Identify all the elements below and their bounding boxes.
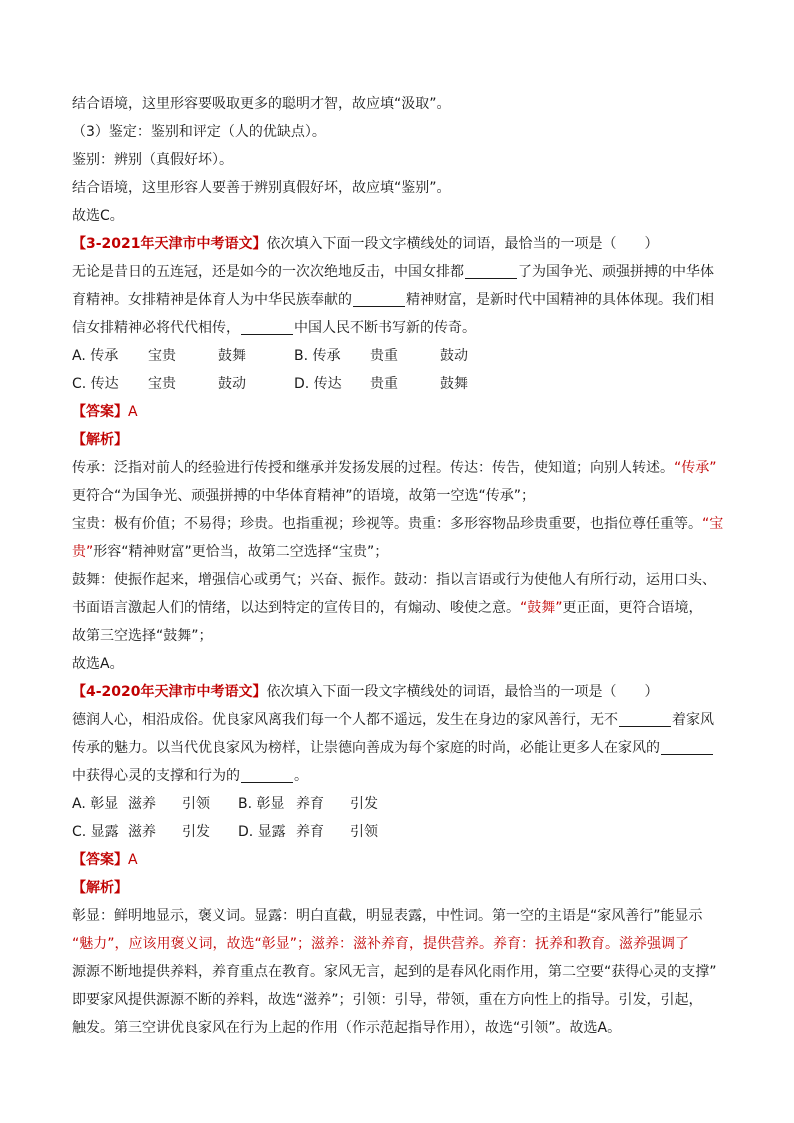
option-d: D. 传达 贵重 鼓舞: [294, 376, 468, 392]
passage-line: 德润人心，相沿成俗。优良家风离我们每一个人都不遥远，发生在身边的家风善行，无不 着家风: [72, 712, 714, 728]
fill-blank: [241, 766, 293, 783]
analysis-line: 宝贵：极有价值；不易得；珍贵。也指重视；珍视等。贵重：多形容物品珍贵重要，也指位尊任重等。“宝: [72, 516, 724, 532]
text-line: 故选C。: [72, 208, 124, 224]
passage-line: 传承的魅力。以当代优良家风为榜样，让崇德向善成为每个家庭的时尚，必能让更多人在家风的: [72, 734, 722, 762]
answer-value: A: [128, 852, 138, 868]
option-a: A. 传承 宝贵 鼓舞: [72, 348, 246, 364]
fill-blank: [619, 710, 671, 727]
document-page: [72, 90, 722, 1042]
analysis-line: 贵”形容“精神财富”更恰当，故第二空选择“宝贵”；: [72, 544, 389, 560]
text-line: 结合语境，这里形容人要善于辨别真假好坏，故应填“鉴别”。: [72, 180, 451, 196]
answer-value: A: [128, 404, 138, 420]
passage-line: 中获得心灵的支撑和行为的 。: [72, 768, 308, 784]
analysis-line: 更符合“为国争光、顽强拼搏的中华体育精神”的语境，故第一空选“传承”；: [72, 488, 536, 504]
question-3-header: [72, 230, 722, 258]
analysis-line: 源源不断地提供养料，养育重点在教育。家风无言，起到的是春风化雨作用，第二空要“获得心灵的支撑”: [72, 964, 717, 980]
options-row: [72, 342, 722, 370]
option-c: C. 传达 宝贵 鼓动: [72, 376, 246, 392]
fill-blank: [353, 290, 405, 307]
passage-line: 信女排精神必将代代相传， 中国人民不断书写新的传奇。: [72, 320, 476, 336]
analysis-line: 故第三空选择“鼓舞”；: [72, 628, 213, 644]
option-b: B. 彰显 养育 引发: [238, 796, 378, 812]
analysis-line: 传承：泛指对前人的经验进行传授和继承并发扬发展的过程。传达：传告，使知道；向别人转述。“传承”: [72, 460, 717, 476]
question-tag: 【3-2021年天津市中考语文】: [72, 236, 267, 252]
passage-line: 育精神。女排精神是体育人为中华民族奉献的 精神财富，是新时代中国精神的具体体现。我们相: [72, 292, 714, 308]
fill-blank: [241, 318, 293, 335]
question-tag: 【4-2020年天津市中考语文】: [72, 684, 267, 700]
options-row: [72, 818, 722, 846]
text-line: 鉴别：辨别（真假好坏）。: [72, 152, 233, 168]
question-stem: 依次填入下面一段文字横线处的词语，最恰当的一项是（ ）: [266, 684, 659, 700]
option-b: B. 传承 贵重 鼓动: [294, 348, 468, 364]
answer-line: [72, 398, 722, 426]
analysis-label: 【解析】: [72, 880, 128, 896]
option-a: A. 彰显 滋养 引领: [72, 796, 210, 812]
analysis-line: 彰显：鲜明地显示，褒义词。显露：明白直截，明显表露，中性词。第一空的主语是“家风善行”能显示: [72, 908, 703, 924]
answer-label: 【答案】: [72, 852, 128, 868]
analysis-line: 鼓舞：使振作起来，增强信心或勇气；兴奋、振作。鼓动：指以言语或行为使他人有所行动，运用口头、: [72, 572, 716, 588]
analysis-line: 故选A。: [72, 656, 124, 672]
answer-line: [72, 846, 722, 874]
question-4-header: [72, 678, 722, 706]
fill-blank: [465, 262, 517, 279]
options-row: [72, 790, 722, 818]
analysis-line: 即要家风提供源源不断的养料，故选“滋养”；引领：引导，带领，重在方向性上的指导。引发，引起，: [72, 992, 703, 1008]
answer-label: 【答案】: [72, 404, 128, 420]
fill-blank: [661, 738, 713, 755]
text-line: 结合语境，这里形容要吸取更多的聪明才智，故应填“汲取”。: [72, 96, 451, 112]
question-stem: 依次填入下面一段文字横线处的词语，最恰当的一项是（ ）: [266, 236, 659, 252]
analysis-label: 【解析】: [72, 432, 128, 448]
analysis-line: 书面语言激起人们的情绪，以达到特定的宣传目的，有煽动、唆使之意。“鼓舞”更正面，更符合语境，: [72, 600, 703, 616]
text-line: （3）鉴定：鉴别和评定（人的优缺点）。: [72, 124, 326, 140]
option-c: C. 显露 滋养 引发: [72, 824, 210, 840]
analysis-line: “魅力”，应该用褒义词，故选“彰显”；滋养：滋补养育，提供营养。养育：抚养和教育。滋养强调了: [72, 936, 690, 952]
analysis-line: 触发。第三空讲优良家风在行为上起的作用（作示范起指导作用），故选“引领”。故选A。: [72, 1020, 622, 1036]
passage-line: 无论是昔日的五连冠，还是如今的一次次绝地反击，中国女排都 了为国争光、顽强拼搏的中华体: [72, 264, 714, 280]
options-row: [72, 370, 722, 398]
option-d: D. 显露 养育 引领: [238, 824, 378, 840]
